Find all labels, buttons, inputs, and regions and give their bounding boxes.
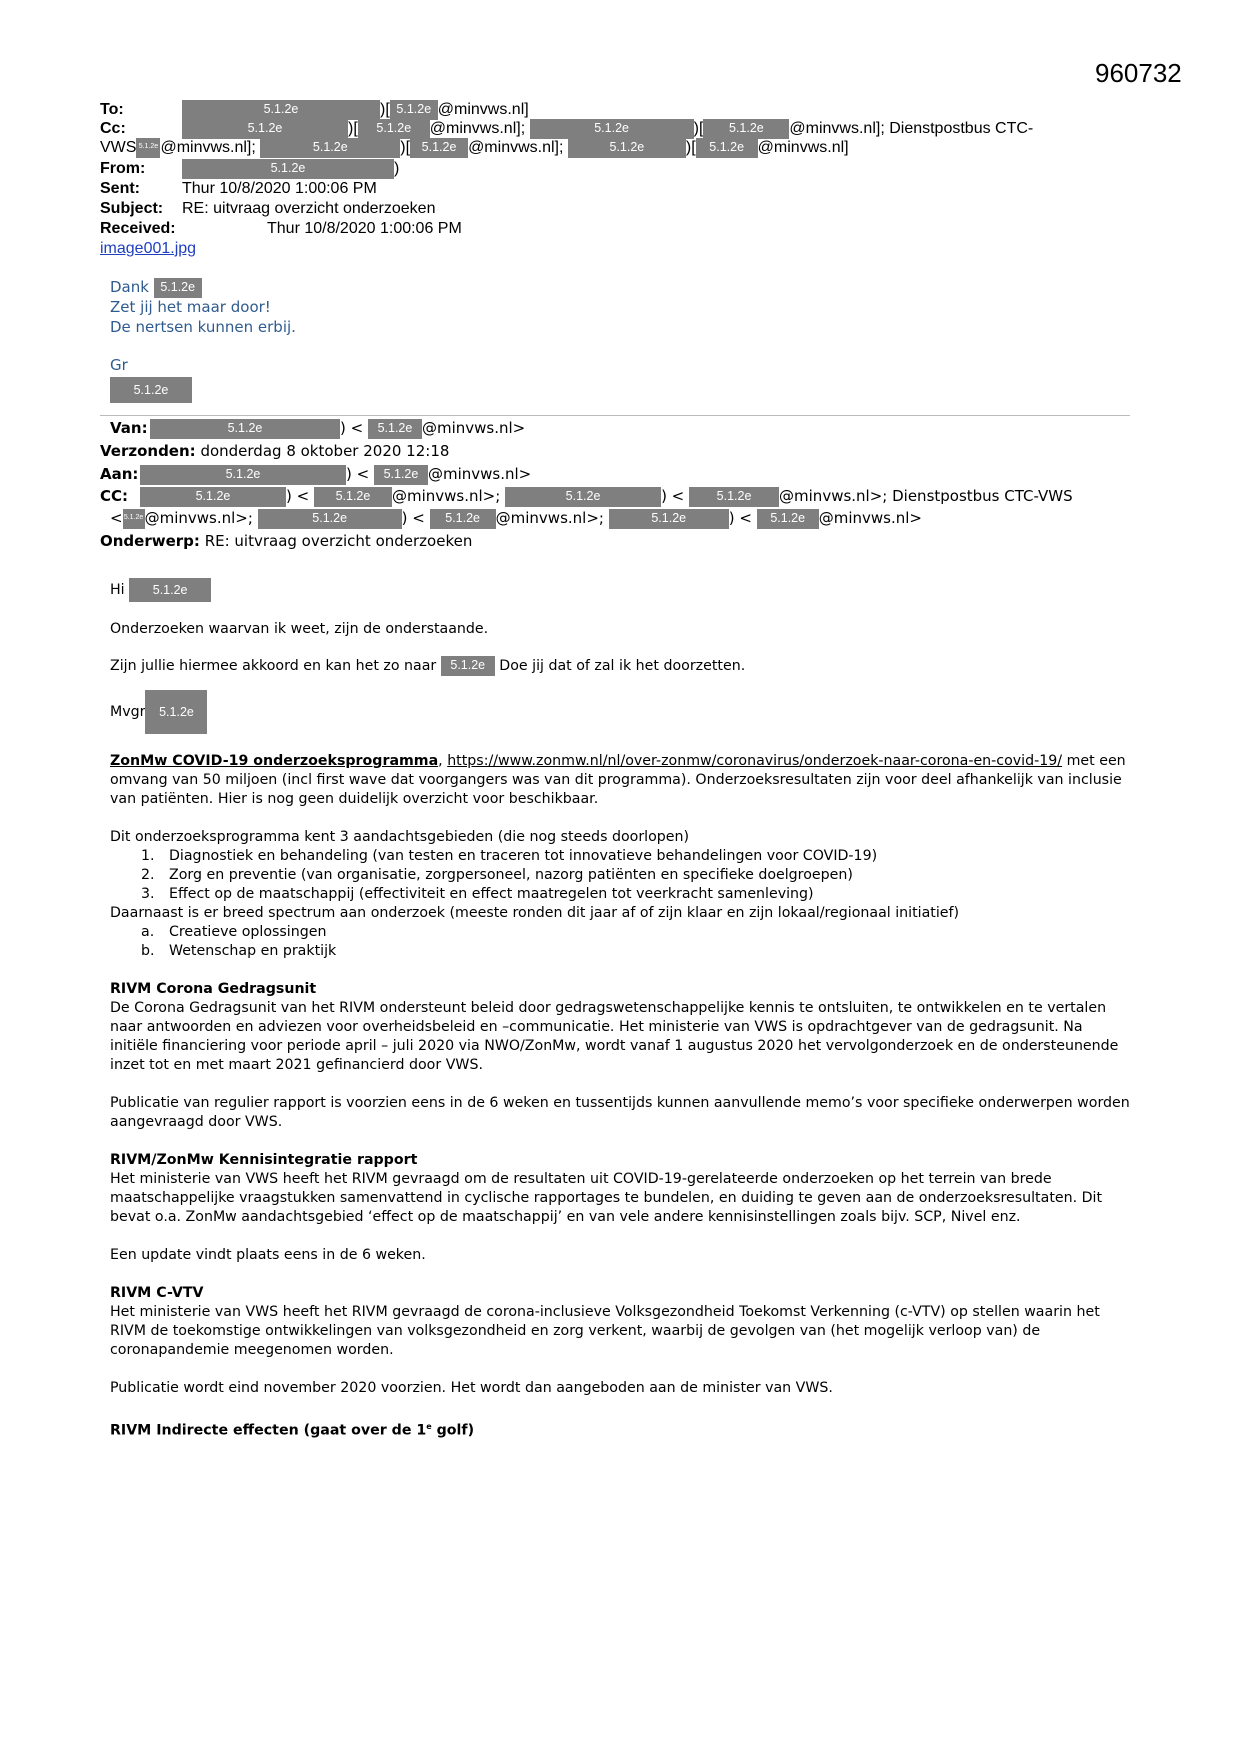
list-item-text: Wetenschap en praktijk <box>169 943 337 959</box>
received-value: Thur 10/8/2020 1:00:06 PM <box>267 220 462 237</box>
gedrag-text-2: Publicatie van regulier rapport is voorzien eens in de 6 weken en tussentijds kunnen aanvullende memo’s voor specifieke onderwerpen worden aangevraagd door VWS. <box>110 1095 1130 1130</box>
redaction: 5.1.2e <box>358 119 430 139</box>
cc-label: Cc: <box>100 120 126 138</box>
separator-line <box>100 415 1130 416</box>
attachment-line <box>100 239 196 258</box>
message-hi <box>110 578 1130 602</box>
kennis-text: Het ministerie van VWS heeft het RIVM gevraagd om de resultaten uit COVID-19-gerelateerde onderzoeken op het terrein van brede maatschappelijke vraagstukken samenvattend in cyclische rapportages te bundelen, en duiding te geven aan de onderzoeksresultaten. Dit bevat o.a. ZonMw aandachtsgebied ‘effect op de maatschappij’ en van vele andere kennisinstellingen zoals bijv. SCP, Nivel enz. <box>110 1171 1103 1225</box>
received-label: Received: <box>100 220 176 237</box>
van-label: Van: <box>110 419 148 437</box>
cc-domain: @minvws.nl]; <box>160 139 256 157</box>
message-akkoord-b: Doe jij dat of zal ik het doorzetten. <box>499 658 746 674</box>
subject-value: RE: uitvraag overzicht onderzoeken <box>182 200 436 217</box>
redaction: 5.1.2e <box>123 509 145 529</box>
redaction: 5.1.2e <box>136 138 160 158</box>
cc-quoted-domain: @minvws.nl>; <box>391 487 501 505</box>
redaction: 5.1.2e <box>368 419 422 439</box>
redaction: 5.1.2e <box>374 465 428 485</box>
vtv-title: RIVM C-VTV <box>110 1285 204 1301</box>
gedrag-title: RIVM Corona Gedragsunit <box>110 981 317 997</box>
message-mvgr-text: Mvgr <box>110 704 146 720</box>
list-item-text: Creatieve oplossingen <box>169 924 327 940</box>
redaction: 5.1.2e <box>430 509 496 529</box>
sent-value: Thur 10/8/2020 1:00:06 PM <box>182 180 377 197</box>
zonmw-text: met een omvang van 50 miljoen (incl first wave dat voorgangers was van dit programma). Onderzoeksresultaten zijn voor deel afhankelijk van inclusie van patiënten. Hier is nog geen duidelijk overzicht voor beschikbaar. <box>110 753 1126 807</box>
document-number: 960732 <box>1095 58 1182 88</box>
from-line: From: 5.1.2e ) <box>100 160 400 178</box>
zonmw-url[interactable]: https://www.zonmw.nl/nl/over-zonmw/coronavirus/onderzoek-naar-corona-en-covid-19/ <box>447 753 1063 769</box>
cc-quoted-label: CC: <box>100 487 129 505</box>
cc-quoted-domain: @minvws.nl>; <box>144 509 253 527</box>
aan-domain: @minvws.nl> <box>427 465 532 483</box>
message-intro: Onderzoeken waarvan ik weet, zijn de onderstaande. <box>110 621 489 637</box>
indirect-sup: e <box>426 1422 432 1431</box>
redaction: 5.1.2e <box>703 119 789 139</box>
redaction: 5.1.2e <box>129 578 211 602</box>
cc-quoted-domain: @minvws.nl>; <box>495 509 604 527</box>
zonmw-title: ZonMw COVID-19 onderzoeksprogramma <box>110 753 439 769</box>
from-label: From: <box>100 160 146 178</box>
aan-label: Aan: <box>100 465 139 483</box>
redaction: 5.1.2e <box>505 487 661 507</box>
cc-domain: @minvws.nl]; <box>429 120 526 138</box>
message-mvgr <box>110 690 1130 734</box>
vtv-text: Het ministerie van VWS heeft het RIVM gevraagd de corona-inclusieve Volksgezondheid Toekomst Verkenning (c-VTV) op stellen waarin het RIVM de toekomstige ontwikkelingen van volksgezondheid en zorg verkent, waarbij de gevolgen van (het mogelijk verloop van) de coronapandemie meegenomen worden. <box>110 1304 1100 1358</box>
redaction: 5.1.2e <box>410 138 468 158</box>
kennis-title: RIVM/ZonMw Kennisintegratie rapport <box>110 1152 418 1168</box>
redaction: 5.1.2e <box>110 377 192 403</box>
redaction: 5.1.2e <box>568 138 686 158</box>
list-item-text: Zorg en preventie (van organisatie, zorgpersoneel, nazorg patiënten en specifieke doelgroepen) <box>169 867 853 883</box>
verzonden-label: Verzonden: <box>100 442 196 460</box>
aandacht-intro: Dit onderzoeksprogramma kent 3 aandachtsgebieden (die nog steeds doorlopen) <box>110 829 690 845</box>
redaction: 5.1.2e <box>145 690 207 734</box>
redaction: 5.1.2e <box>390 100 438 120</box>
message-akkoord <box>110 656 1130 676</box>
list-item: b. Wetenschap en praktijk <box>110 942 1130 961</box>
list-item: 2. Zorg en preventie (van organisatie, zorgpersoneel, nazorg patiënten en specifieke doelgroepen) <box>110 866 1130 885</box>
cc-domain: @minvws.nl] <box>757 139 849 157</box>
cc-extra: @minvws.nl]; Dienstpostbus CTC- <box>789 120 1034 138</box>
verzonden-line <box>100 441 449 462</box>
vws-prefix: VWS <box>100 139 137 157</box>
redaction: 5.1.2e <box>441 656 495 676</box>
message-hi-text: Hi <box>110 582 125 598</box>
aan-line: Aan: 5.1.2e ) < 5.1.2e @minvws.nl> <box>100 465 532 483</box>
indirect-title-a: RIVM Indirecte effecten (gaat over de 1 <box>110 1422 427 1439</box>
redaction: 5.1.2e <box>530 119 694 139</box>
indirect-title <box>110 1417 1130 1441</box>
redaction: 5.1.2e <box>609 509 729 529</box>
redaction: 5.1.2e <box>140 465 346 485</box>
daarnaast-text: Daarnaast is er breed spectrum aan onderzoek (meeste ronden dit jaar af of zijn klaar en zijn lokaal/regionaal initiatief) <box>110 905 960 921</box>
redaction: 5.1.2e <box>182 100 380 120</box>
kennis-text-2: Een update vindt plaats eens in de 6 weken. <box>110 1247 426 1263</box>
section-zonmw: ZonMw COVID-19 onderzoeksprogramma, https://www.zonmw.nl/nl/over-zonmw/coronavirus/onderzoek-naar-corona-en-covid-19/ met een omvang van 50 miljoen (incl first wave dat voorgangers was van dit programma). Onderzoeksresultaten zijn voor deel afhankelijk van inclusie van patiënten. Hier is nog geen duidelijk overzicht voor beschikbaar. Dit onderzoeksprogramma kent 3 aandachtsgebieden (die nog steeds doorlopen) 1. Diagnostiek en behandeling (van testen en traceren tot innovatieve behandelingen voor COVID-19) 2. Zorg en preventie (van organisatie, zorgpersoneel, nazorg patiënten en specifieke doelgroepen) 3. Effect op de maatschappij (effectiviteit en effect maatregelen tot veerkracht samenleving) Daarnaast is er breed spectrum aan onderzoek (meeste ronden dit jaar af of zijn klaar en zijn lokaal/regionaal initiatief) a. Creatieve oplossingen b. Wetenschap en praktijk RIVM Corona Gedragsunit De Corona Gedragsunit van het RIVM ondersteunt beleid door gedragswetenschappelijke kennis te ontsluiten, te ontwikkelen en te vertalen naar antwoorden en adviezen voor overheidsbeleid en –communicatie. Het ministerie van VWS is opdrachtgever van de gedragsunit. Na initiële financiering voor periode april – juli 2020 via NWO/ZonMw, wordt vanaf 1 augustus 2020 het vervolgonderzoek en de ondersteunende inzet tot en met maart 2021 gefinancierd door VWS. Publicatie van regulier rapport is voorzien eens in de 6 weken en tussentijds kunnen aanvullende memo’s voor specifieke onderwerpen worden aangevraagd door VWS. RIVM/ZonMw Kennisintegratie rapport Het ministerie van VWS heeft het RIVM gevraagd om de resultaten uit COVID-19-gerelateerde onderzoeken op het terrein van brede maatschappelijke vraagstukken samenvattend in cyclische rapportages te bundelen, en duiding te geven aan de onderzoeksresultaten. Dit bevat o.a. ZonMw aandachtsgebied ‘effect op de maatschappij’ en van vele andere kennisinstellingen zoals bijv. SCP, Nivel enz. Een update vindt plaats eens in de 6 weken. RIVM C-VTV Het ministerie van VWS heeft het RIVM gevraagd de corona-inclusieve Volksgezondheid Toekomst Verkenning (c-VTV) op stellen waarin het RIVM de toekomstige ontwikkelingen van volksgezondheid en zorg verkent, waarbij de gevolgen van (het mogelijk verloop van) de coronapandemie meegenomen worden. Publicatie wordt eind november 2020 voorzien. Het wordt dan aangeboden aan de minister van VWS. RIVM Indirecte effecten (gaat over de 1e golf) <box>110 753 1130 1439</box>
redaction: 5.1.2e <box>182 119 348 139</box>
reply-line-3: De nertsen kunnen erbij. <box>110 318 296 336</box>
indirect-title-b: golf) <box>431 1422 475 1439</box>
to-domain: @minvws.nl] <box>437 101 529 119</box>
reply-gr: Gr <box>110 356 128 374</box>
verzonden-value: donderdag 8 oktober 2020 12:18 <box>200 442 450 460</box>
redaction: 5.1.2e <box>140 487 286 507</box>
to-line: To: 5.1.2e )[ 5.1.2e @minvws.nl] <box>100 101 529 119</box>
onderwerp-value: RE: uitvraag overzicht onderzoeken <box>204 532 473 550</box>
redaction: 5.1.2e <box>314 487 392 507</box>
redaction: 5.1.2e <box>258 509 402 529</box>
redaction: 5.1.2e <box>154 278 202 298</box>
subject-label: Subject: <box>100 200 164 217</box>
redaction: 5.1.2e <box>696 138 758 158</box>
cc-quoted-line-2: <5.1.2e@minvws.nl>; 5.1.2e ) < 5.1.2e @minvws.nl>; 5.1.2e ) < 5.1.2e @minvws.nl> <box>110 509 922 527</box>
onderwerp-line <box>100 531 472 552</box>
list-item: a. Creatieve oplossingen <box>110 923 1130 942</box>
cc-line: Cc: 5.1.2e )[ 5.1.2e @minvws.nl]; 5.1.2e )[ 5.1.2e @minvws.nl]; Dienstpostbus CTC- <box>100 120 1034 138</box>
cc-domain: @minvws.nl]; <box>468 139 564 157</box>
message-akkoord-a: Zijn jullie hiermee akkoord en kan het zo naar <box>110 658 437 674</box>
redaction: 5.1.2e <box>150 419 340 439</box>
sent-label: Sent: <box>100 180 140 197</box>
sent-line <box>100 179 377 198</box>
received-line <box>100 219 462 238</box>
onderwerp-label: Onderwerp: <box>100 532 200 550</box>
list-item-text: Diagnostiek en behandeling (van testen en traceren tot innovatieve behandelingen voor COVID-19) <box>169 848 878 864</box>
subject-line <box>100 199 435 218</box>
reply-dank <box>110 277 202 298</box>
attachment-link[interactable]: image001.jpg <box>100 240 197 257</box>
cc-line-2: VWS 5.1.2e @minvws.nl]; 5.1.2e )[ 5.1.2e @minvws.nl]; 5.1.2e )[ 5.1.2e @minvws.nl] <box>100 139 849 157</box>
redaction: 5.1.2e <box>260 138 400 158</box>
cc-quoted-domain: @minvws.nl> <box>818 509 922 527</box>
list-item-text: Effect op de maatschappij (effectiviteit en effect maatregelen tot veerkracht samenleving) <box>169 886 814 902</box>
cc-quoted-dienst: @minvws.nl>; Dienstpostbus CTC-VWS <box>779 487 1073 505</box>
redaction: 5.1.2e <box>182 159 394 179</box>
redaction: 5.1.2e <box>757 509 819 529</box>
to-label: To: <box>100 101 124 119</box>
list-item: 1. Diagnostiek en behandeling (van testen en traceren tot innovatieve behandelingen voor COVID-19) <box>110 847 1130 866</box>
gedrag-text: De Corona Gedragsunit van het RIVM ondersteunt beleid door gedragswetenschappelijke kennis te ontsluiten, te ontwikkelen en te vertalen naar antwoorden en adviezen voor overheidsbeleid en –communicatie. Het ministerie van VWS is opdrachtgever van de gedragsunit. Na initiële financiering voor periode april – juli 2020 via NWO/ZonMw, wordt vanaf 1 augustus 2020 het vervolgonderzoek en de ondersteunende inzet tot en met maart 2021 gefinancierd door VWS. <box>110 1000 1119 1073</box>
list-item: 3. Effect op de maatschappij (effectiviteit en effect maatregelen tot veerkracht samenleving) <box>110 885 1130 904</box>
cc-quoted-line: CC: 5.1.2e ) < 5.1.2e @minvws.nl>; 5.1.2e ) < 5.1.2e @minvws.nl>; Dienstpostbus CTC-VWS <box>100 487 1073 505</box>
reply-dank-text: Dank <box>110 278 149 296</box>
van-line: Van: 5.1.2e ) < 5.1.2e @minvws.nl> <box>110 419 526 437</box>
reply-line-2: Zet jij het maar door! <box>110 298 271 316</box>
reply-signature <box>110 377 192 403</box>
vtv-text-2: Publicatie wordt eind november 2020 voorzien. Het wordt dan aangeboden aan de minister van VWS. <box>110 1380 833 1396</box>
redaction: 5.1.2e <box>689 487 779 507</box>
van-domain: @minvws.nl> <box>421 419 526 437</box>
